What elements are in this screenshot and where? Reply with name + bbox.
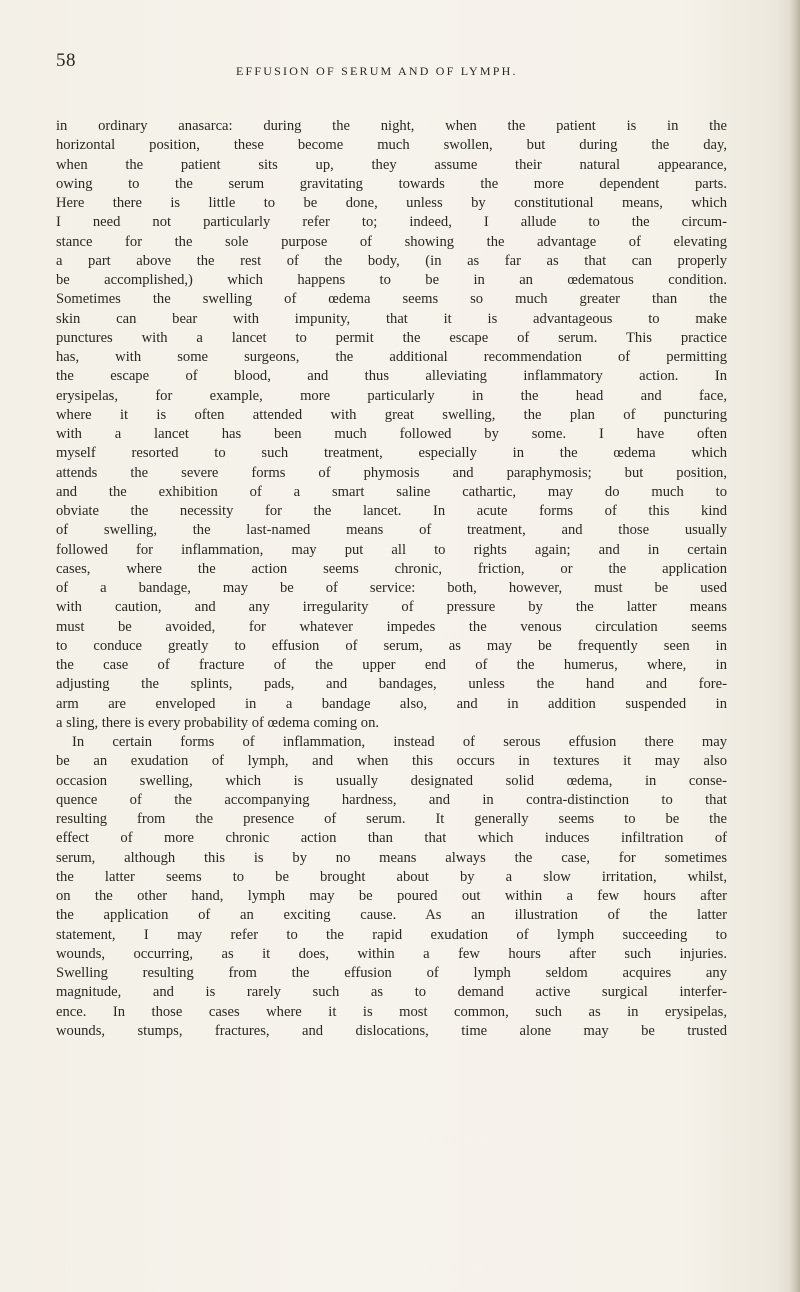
text-line: of a bandage, may be of service: both, however, must be used [56,580,727,596]
text-line: Sometimes the swelling of œdema seems so much greater than the [56,291,727,308]
text-line: the escape of blood, and thus alleviating inflammatory action. In [56,368,727,385]
text-line: In certain forms of inflammation, instead of serous effusion there may [72,734,727,750]
text-line: where it is often attended with great swelling, the plan of puncturing [56,406,727,423]
text-line: of swelling, the last-named means of treatment, and those usually [56,522,727,539]
text-line: the case of fracture of the upper end of the humerus, where, in [56,657,727,673]
text-line: must be avoided, for whatever impedes the venous circulation seems [56,618,727,635]
text-line: a sling, there is every probability of œdema coming on. [56,714,380,731]
page-number: 58 [56,50,76,71]
text-line: Swelling resulting from the effusion of lymph seldom acquires any [56,965,727,981]
text-line: cases, where the action seems chronic, friction, or the application [56,560,727,577]
running-head: EFFUSION OF SERUM AND OF LYMPH. [236,64,518,78]
text-line: occasion swelling, which is usually designated solid œdema, in conse- [56,772,727,789]
text-line: stance for the sole purpose of showing the advantage of elevating [56,233,727,250]
text-line: wounds, occurring, as it does, within a few hours after such injuries. [56,945,727,962]
page-header [56,50,716,80]
text-line: with caution, and any irregularity of pressure by the latter means [56,599,727,616]
body-text [56,117,727,1041]
text-line: resulting from the presence of serum. It generally seems to be the [56,811,727,827]
text-line: the application of an exciting cause. As an illustration of the latter [56,907,727,924]
text-line: arm are enveloped in a bandage also, and in addition suspended in [56,695,727,712]
text-line: attends the severe forms of phymosis and paraphymosis; but position, [56,464,727,481]
text-line: obviate the necessity for the lancet. In acute forms of this kind [56,503,727,519]
text-line: wounds, stumps, fractures, and dislocations, time alone may be trusted [56,1022,727,1039]
text-line: erysipelas, for example, more particularly in the head and face, [56,387,727,404]
text-line: magnitude, and is rarely such as to demand active surgical interfer- [56,984,727,1001]
text-line: be accomplished,) which happens to be in an œdematous condition. [56,272,727,288]
text-line: owing to the serum gravitating towards the more dependent parts. [56,175,727,192]
text-line: to conduce greatly to effusion of serum, as may be frequently seen in [56,637,727,654]
text-line: a part above the rest of the body, (in as far as that can properly [56,252,727,269]
text-line: quence of the accompanying hardness, and in contra-distinction to that [56,791,727,808]
text-line: punctures with a lancet to permit the escape of serum. This practice [56,329,727,346]
text-line: has, with some surgeons, the additional recommendation of permitting [56,349,727,365]
text-line: statement, I may refer to the rapid exudation of lymph succeeding to [56,926,727,943]
text-line: serum, although this is by no means always the case, for sometimes [56,849,727,866]
text-line: with a lancet has been much followed by some. I have often [56,426,727,442]
text-line: be an exudation of lymph, and when this occurs in textures it may also [56,753,727,770]
text-line: myself resorted to such treatment, especially in the œdema which [56,445,727,462]
text-line: the latter seems to be brought about by a slow irritation, whilst, [56,868,727,885]
text-line: and the exhibition of a smart saline cathartic, may do much to [56,483,727,500]
text-line: skin can bear with impunity, that it is advantageous to make [56,310,727,327]
text-line: I need not particularly refer to; indeed, I allude to the circum- [56,214,727,231]
page-edge-shadow [790,0,800,1292]
text-line: when the patient sits up, they assume their natural appearance, [56,156,727,173]
text-line: adjusting the splints, pads, and bandages, unless the hand and fore- [56,676,727,693]
text-line: on the other hand, lymph may be poured out within a few hours after [56,888,727,904]
text-line: horizontal position, these become much swollen, but during the day, [56,137,727,154]
text-line: ence. In those cases where it is most common, such as in erysipelas, [56,1003,727,1020]
text-line: followed for inflammation, may put all to rights again; and in certain [56,541,727,558]
text-line: in ordinary anasarca: during the night, when the patient is in the [56,118,727,134]
text-line: Here there is little to be done, unless by constitutional means, which [56,195,727,211]
text-line: effect of more chronic action than that which induces infiltration of [56,830,727,847]
